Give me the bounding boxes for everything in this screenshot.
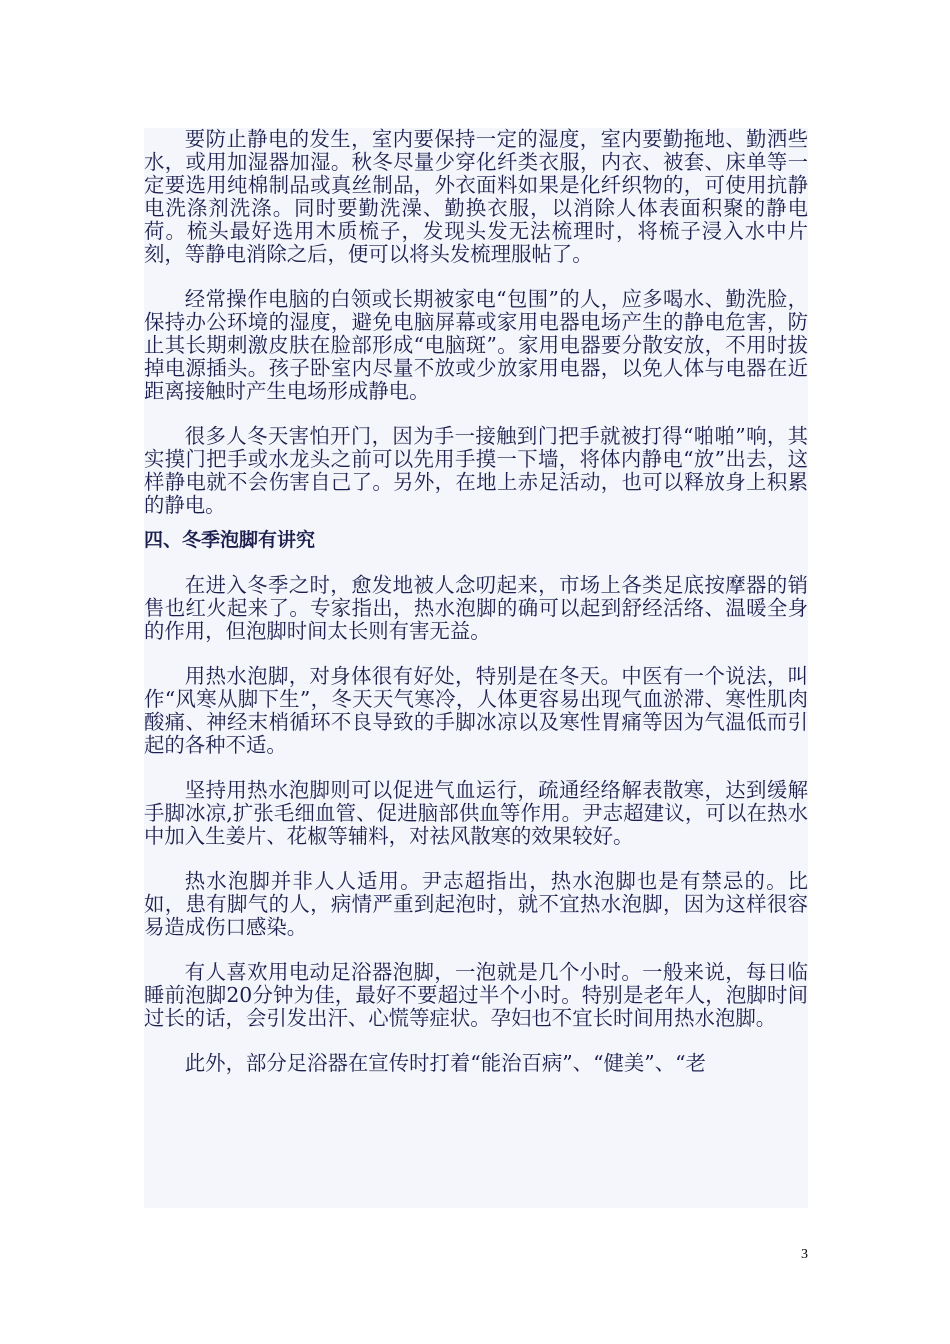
- paragraph-spacer: [144, 939, 808, 961]
- paragraph: 要防止静电的发生，室内要保持一定的湿度，室内要勤拖地、勤洒些水，或用加湿器加湿。秋冬尽量少穿化纤类衣服，内衣、被套、床单等一定要选用纯棉制品或真丝制品，外衣面料如果是化纤织物的，可使用抗静电洗涤剂洗涤。同时要勤洗澡、勤换衣服，以消除人体表面积聚的静电荷。梳头最好选用木质梳子，发现头发无法梳理时，将梳子浸入水中片刻，等静电消除之后，便可以将头发梳理服帖了。: [144, 128, 808, 266]
- paragraph: 很多人冬天害怕开门，因为手一接触到门把手就被打得“啪啪”响，其实摸门把手或水龙头之前可以先用手摸一下墙，将体内静电“放”出去，这样静电就不会伤害自己了。另外，在地上赤足活动，也可以释放身上积累的静电。: [144, 424, 808, 517]
- section-heading: 四、冬季泡脚有讲究: [144, 529, 316, 551]
- paragraph: 在进入冬季之时，愈发地被人念叨起来，市场上各类足底按摩器的销售也红火起来了。专家指出，热水泡脚的确可以起到舒经活络、温暖全身的作用，但泡脚时间太长则有害无益。: [144, 573, 808, 643]
- paragraph: 坚持用热水泡脚则可以促进气血运行，疏通经络解表散寒，达到缓解手脚冰凉,扩张毛细血管、促进脑部供血等作用。尹志超建议，可以在热水中加入生姜片、花椒等辅料，对祛风散寒的效果较好。: [144, 778, 808, 848]
- paragraph-spacer: [144, 643, 808, 665]
- paragraph: 热水泡脚并非人人适用。尹志超指出，热水泡脚也是有禁忌的。比如，患有脚气的人，病情严重到起泡时，就不宜热水泡脚，因为这样很容易造成伤口感染。: [144, 869, 808, 939]
- paragraph-spacer: [144, 266, 808, 288]
- paragraph: 经常操作电脑的白领或长期被家电“包围”的人，应多喝水、勤洗脸，保持办公环境的湿度，避免电脑屏幕或家用电器电场产生的静电危害，防止其长期刺激皮肤在脸部形成“电脑斑”。家用电器要分散安放，不用时拔掉电源插头。孩子卧室内尽量不放或少放家用电器，以免人体与电器在近距离接触时产生电场形成静电。: [144, 287, 808, 403]
- paragraph: 有人喜欢用电动足浴器泡脚，一泡就是几个小时。一般来说，每日临睡前泡脚20分钟为佳，最好不要超过半个小时。特别是老年人，泡脚时间过长的话，会引发出汗、心慌等症状。孕妇也不宜长时间用热水泡脚。: [144, 960, 808, 1030]
- paragraph-spacer: [144, 403, 808, 425]
- page-number: 3: [801, 1247, 808, 1262]
- paragraph: 用热水泡脚，对身体很有好处，特别是在冬天。中医有一个说法，叫作“风寒从脚下生”，冬天天气寒冷，人体更容易出现气血淤滞、寒性肌肉酸痛、神经末梢循环不良导致的手脚冰凉以及寒性胃痛等因为气温低而引起的各种不适。: [144, 664, 808, 757]
- paragraph: 此外，部分足浴器在宣传时打着“能治百病”、“健美”、“老: [184, 1051, 706, 1075]
- paragraph-spacer: [144, 848, 808, 870]
- text-body: [144, 128, 808, 1208]
- paragraph-spacer: [144, 552, 808, 574]
- paragraph-spacer: [144, 757, 808, 779]
- paragraph-spacer: [144, 1030, 808, 1052]
- paragraph-spacer: [144, 517, 808, 529]
